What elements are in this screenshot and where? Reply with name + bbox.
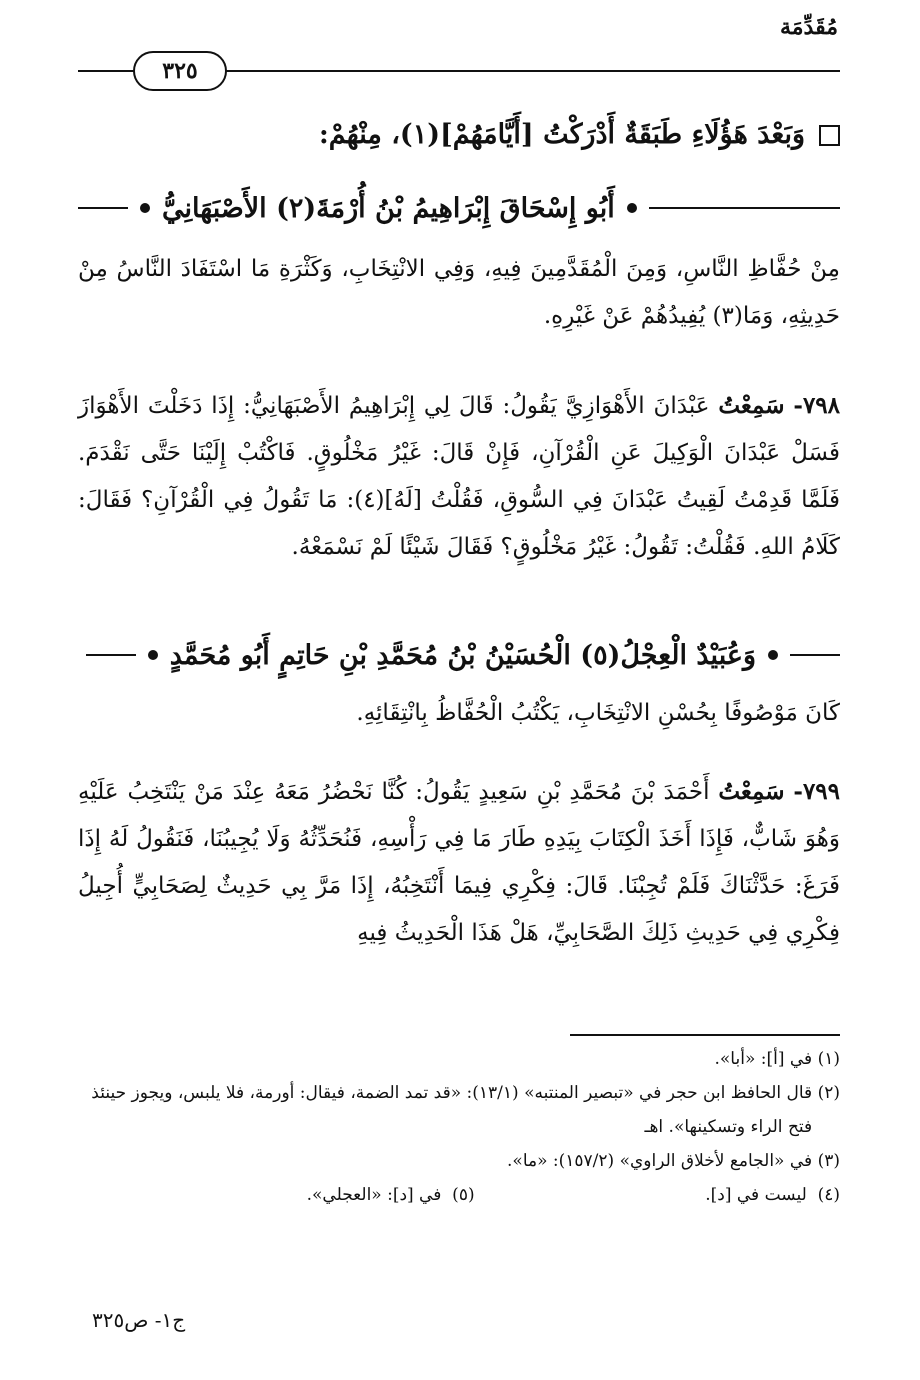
- paragraph-799: [78, 768, 840, 957]
- paragraph-798: [78, 382, 840, 571]
- section-intro-text: وَبَعْدَ هَؤُلَاءِ طَبَقَةٌ أَدْرَكْتُ [أَيَّامَهُمْ](١)، مِنْهُمْ:: [318, 119, 805, 150]
- footnote-text: في [أ]: «أبا».: [714, 1049, 813, 1069]
- narration-number: ٧٩٨-: [793, 392, 841, 419]
- footnote-number: (١): [817, 1049, 840, 1069]
- footnote-row-4-5: [307, 1178, 840, 1212]
- biography-heading-1: [78, 183, 840, 233]
- footnote-3: [78, 1144, 840, 1178]
- narration-text: أَحْمَدَ بْنَ مُحَمَّدِ بْنِ سَعِيدٍ يَقُولُ: كُنَّا نَحْضُرُ مَعَهُ عِنْدَ مَنْ يَنْتَخِبُ عَلَيْهِ وَهُوَ شَابٌّ، فَإِذَا أَخَذَ الْكِتَابَ بِيَدِهِ طَارَ مَا فِي رَأْسِهِ، فَنُحَدِّثُهُ وَلَا يُجِيبُنَا، فَنَقُولُ لَهُ إِذَا فَرَغَ: حَدَّثْنَاكَ فَلَمْ تُجِبْنَا. قَالَ: فِكْرِي فِيمَا أَنْتَخِبُهُ، إِذَا مَرَّ بِي حَدِيثٌ لِصَحَابِيٍّ أُجِيلُ فِكْرِي فِي حَدِيثِ ذَلِكَ الصَّحَابِيِّ، هَلْ هَذَا الْحَدِيثُ فِيهِ: [78, 779, 840, 946]
- footnote-number: (٤): [817, 1185, 840, 1205]
- running-header-title: مُقَدِّمَة: [779, 14, 838, 40]
- square-bullet-icon: [819, 125, 840, 146]
- narration-keyword: سَمِعْتُ: [718, 778, 785, 805]
- narration-number: ٧٩٩-: [793, 778, 841, 805]
- footnote-number: (٥): [452, 1185, 475, 1205]
- heading-bullet-icon: [148, 650, 158, 660]
- footnotes: [78, 1042, 840, 1212]
- heading-dash-left: [86, 654, 136, 656]
- footnote-5: [307, 1178, 475, 1212]
- biography-heading-1-text: أَبُو إِسْحَاقَ إِبْرَاهِيمُ بْنُ أُرْمَةَ(٢) الأَصْبَهَانِيُّ: [162, 192, 615, 224]
- footnote-separator: [570, 1034, 840, 1036]
- heading-bullet-icon: [140, 203, 150, 213]
- footnote-number: (٢): [817, 1083, 840, 1103]
- footnote-text: ليست في [د].: [705, 1185, 807, 1205]
- heading-bullet-icon: [768, 650, 778, 660]
- section-intro: [78, 110, 840, 160]
- footnote-number: (٣): [817, 1151, 840, 1171]
- biography-heading-2: [78, 630, 840, 680]
- heading-bullet-icon: [627, 203, 637, 213]
- paragraph-3: كَانَ مَوْصُوفًا بِحُسْنِ الانْتِخَابِ، يَكْتُبُ الْحُفَّاظُ بِانْتِقَائِهِ.: [356, 700, 840, 726]
- footnote-1: [78, 1042, 840, 1076]
- biography-heading-2-text: وَعُبَيْدٌ الْعِجْلُ(٥) الْحُسَيْنُ بْنُ مُحَمَّدِ بْنِ حَاتِمٍ أَبُو مُحَمَّدٍ: [169, 639, 756, 671]
- volume-page-reference: ج١- ص٣٢٥: [92, 1308, 186, 1332]
- narration-text: عَبْدَانَ الأَهْوَازِيَّ يَقُولُ: قَالَ لِي إِبْرَاهِيمُ الأَصْبَهَانِيُّ: إِذَا دَخَلْتَ الأَهْوَازَ فَسَلْ عَبْدَانَ الْوَكِيلَ عَنِ الْقُرْآنِ، فَإِنْ قَالَ: غَيْرُ مَخْلُوقٍ. فَاكْتُبْ إِلَيْنَا حَتَّى نَقْدَمَ. فَلَمَّا قَدِمْتُ لَقِيتُ عَبْدَانَ فِي السُّوقِ، فَقُلْتُ [لَهُ](٤): مَا تَقُولُ فِي الْقُرْآنِ؟ فَقَالَ: كَلَامُ اللهِ. فَقُلْتُ: تَقُولُ: غَيْرُ مَخْلُوقٍ؟ فَقَالَ شَيْئًا لَمْ نَسْمَعْهُ.: [78, 393, 840, 560]
- footnote-4: [705, 1178, 840, 1212]
- narration-keyword: سَمِعْتُ: [718, 392, 785, 419]
- footnote-text: قال الحافظ ابن حجر في «تبصير المنتبه» (١٣/١): «قد تمد الضمة، فيقال: أورمة، فلا يلبس، ويجوز حينئذ فتح الراء وتسكينها». اهـ: [91, 1083, 813, 1137]
- heading-dash-left: [78, 207, 128, 209]
- footnote-2: [78, 1076, 840, 1144]
- page-number-badge: ٣٢٥: [133, 51, 227, 91]
- footnote-text: في [د]: «العجلي».: [306, 1185, 442, 1205]
- footnote-text: في «الجامع لأخلاق الراوي» (١٥٧/٢): «ما».: [507, 1151, 813, 1171]
- heading-dash-right: [649, 207, 840, 209]
- heading-dash-right: [790, 654, 840, 656]
- paragraph-1: مِنْ حُفَّاظِ النَّاسِ، وَمِنَ الْمُقَدَّمِينَ فِيهِ، وَفِي الانْتِخَابِ، وَكَثْرَةِ مَا اسْتَفَادَ النَّاسُ مِنْ حَدِيثِهِ، وَمَا(٣) يُفِيدُهُمْ عَنْ غَيْرِهِ.: [78, 256, 840, 329]
